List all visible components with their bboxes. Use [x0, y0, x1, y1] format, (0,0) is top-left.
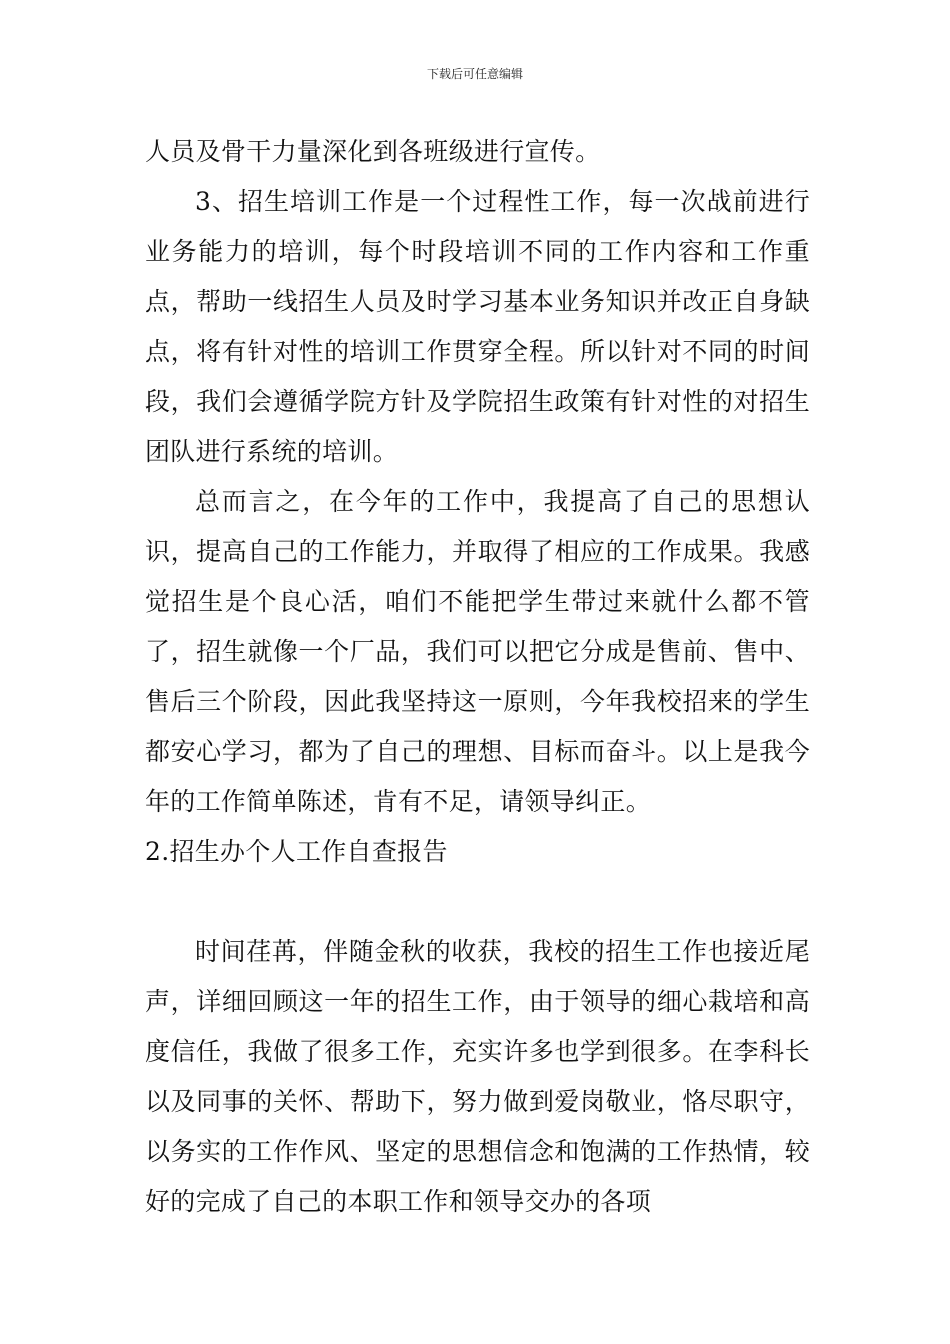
paragraph-training: 3、招生培训工作是一个过程性工作，每一次战前进行业务能力的培训，每个时段培训不同的工作内容和工作重点，帮助一线招生人员及时学习基本业务知识并改正自身缺点，将有针对性的培训工作贯穿全程。所以针对不同的时间段，我们会遵循学院方针及学院招生政策有针对性的对招生团队进行系统的培训。 — [145, 187, 810, 466]
paragraph-summary: 总而言之，在今年的工作中，我提高了自己的思想认识，提高自己的工作能力，并取得了相应的工作成果。我感觉招生是个良心活，咱们不能把学生带过来就什么都不管了，招生就像一个厂品，我们可以把它分成是售前、售中、售后三个阶段，因此我坚持这一原则，今年我校招来的学生都安心学习，都为了自己的理想、目标而奋斗。以上是我今年的工作简单陈述，肯有不足，请领导纠正。 — [145, 487, 810, 816]
blank-line — [145, 877, 810, 927]
section-heading: 2.招生办个人工作自查报告 — [145, 837, 448, 866]
page-header: 下载后可任意编辑 — [426, 67, 523, 81]
document-body — [145, 127, 810, 1227]
paragraph-continuation: 人员及骨干力量深化到各班级进行宣传。 — [145, 137, 601, 166]
paragraph-report-intro: 时间荏苒，伴随金秋的收获，我校的招生工作也接近尾声，详细回顾这一年的招生工作，由于领导的细心栽培和高度信任，我做了很多工作，充实许多也学到很多。在李科长以及同事的关怀、帮助下，努力做到爱岗敬业，恪尽职守，以务实的工作作风、坚定的思想信念和饱满的工作热情，较好的完成了自己的本职工作和领导交办的各项 — [145, 937, 810, 1216]
